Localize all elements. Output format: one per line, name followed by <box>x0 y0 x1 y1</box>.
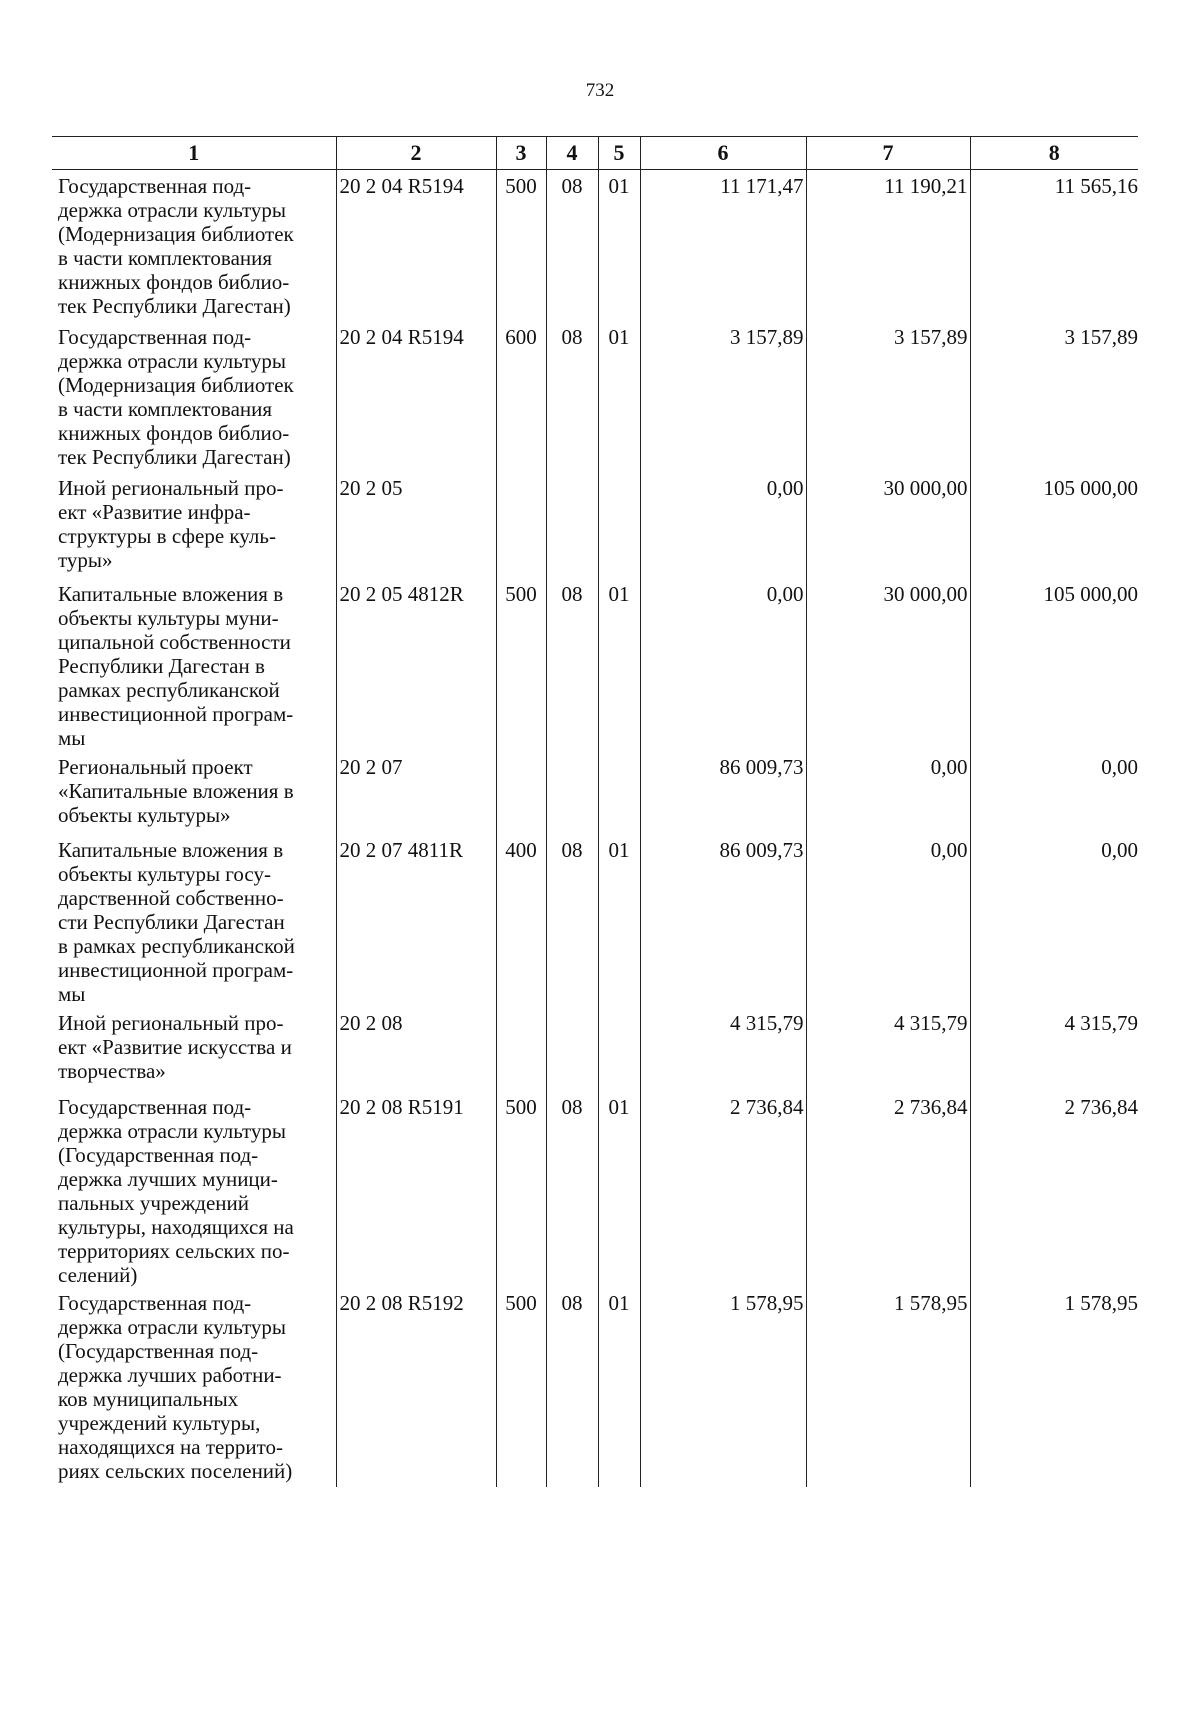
row-col-3 <box>496 1007 546 1091</box>
row-name-line: Государственная под- <box>58 174 252 198</box>
row-name-line: ков муниципальных <box>58 1386 239 1411</box>
header-col-4: 4 <box>546 137 598 170</box>
row-name-line: дарственной собственно- <box>58 885 284 910</box>
row-name-line: культуры, находящихся на <box>58 1214 294 1239</box>
row-col-3: 500 <box>496 170 546 321</box>
row-col-5: 01 <box>598 578 640 751</box>
row-col-5: 01 <box>598 321 640 472</box>
table-header <box>52 137 1138 170</box>
row-name-line: инвестиционной програм- <box>58 957 294 982</box>
row-name <box>52 472 336 578</box>
row-name <box>52 834 336 1007</box>
row-name-line: книжных фондов библио- <box>58 420 290 445</box>
table-row <box>52 578 1138 751</box>
row-name-line: в рамках республиканской <box>58 933 295 958</box>
table-row <box>52 834 1138 1007</box>
row-col-5: 01 <box>598 1287 640 1487</box>
row-name <box>52 1287 336 1487</box>
row-value-6: 1 578,95 <box>640 1287 806 1487</box>
row-name-line: туры» <box>58 547 113 572</box>
budget-table <box>52 136 1138 1487</box>
row-name-line: структуры в сфере куль- <box>58 523 276 548</box>
row-name-line: книжных фондов библио- <box>58 270 290 294</box>
row-col-5: 01 <box>598 170 640 321</box>
row-col-4: 08 <box>546 1091 598 1287</box>
row-value-7: 30 000,00 <box>806 472 970 578</box>
row-code: 20 2 07 <box>336 751 496 834</box>
row-name <box>52 321 336 472</box>
row-col-4: 08 <box>546 578 598 751</box>
table-body <box>52 170 1138 1487</box>
table-row <box>52 1287 1138 1487</box>
row-col-3 <box>496 472 546 578</box>
row-col-3: 500 <box>496 1287 546 1487</box>
row-name-line: риях сельских поселений) <box>58 1458 293 1483</box>
budget-table-container <box>52 136 1138 1487</box>
header-col-3: 3 <box>496 137 546 170</box>
row-value-6: 2 736,84 <box>640 1091 806 1287</box>
row-name-line: ект «Развитие инфра- <box>58 499 251 524</box>
row-col-4 <box>546 751 598 834</box>
row-code: 20 2 04 R5194 <box>336 170 496 321</box>
row-value-7: 4 315,79 <box>806 1007 970 1091</box>
row-col-5 <box>598 751 640 834</box>
row-name-line: «Капитальные вложения в <box>58 778 294 803</box>
row-col-5: 01 <box>598 834 640 1007</box>
row-code: 20 2 08 R5191 <box>336 1091 496 1287</box>
row-name-line: Капитальные вложения в <box>58 837 284 862</box>
row-name-line: сти Республики Дагестан <box>58 909 285 934</box>
row-name-line: держка отрасли культуры <box>58 198 286 222</box>
row-name-line: Иной региональный про- <box>58 1010 284 1035</box>
row-col-4: 08 <box>546 321 598 472</box>
header-col-2: 2 <box>336 137 496 170</box>
row-value-7: 3 157,89 <box>806 321 970 472</box>
page-number: 732 <box>585 80 615 101</box>
row-name-line: объекты культуры госу- <box>58 861 271 886</box>
row-name-line: Государственная под- <box>58 1094 252 1119</box>
row-name-line: держка лучших муници- <box>58 1166 278 1191</box>
row-name-line: держка отрасли культуры <box>58 1118 286 1143</box>
row-name <box>52 1091 336 1287</box>
row-name-line: Государственная под- <box>58 324 252 349</box>
row-col-3: 400 <box>496 834 546 1007</box>
row-name-line: рамках республиканской <box>58 677 280 702</box>
row-name-line: Иной региональный про- <box>58 475 284 500</box>
header-col-7: 7 <box>806 137 970 170</box>
row-value-8: 1 578,95 <box>970 1287 1138 1487</box>
row-col-3: 500 <box>496 1091 546 1287</box>
header-row <box>52 137 1138 170</box>
header-col-5: 5 <box>598 137 640 170</box>
row-col-3 <box>496 751 546 834</box>
row-value-7: 0,00 <box>806 834 970 1007</box>
table-row <box>52 321 1138 472</box>
row-name-line: (Модернизация библиотек <box>58 372 294 397</box>
row-name-line: держка лучших работни- <box>58 1362 282 1387</box>
row-name-line: в части комплектования <box>58 246 273 270</box>
row-col-4: 08 <box>546 170 598 321</box>
row-name-line: ект «Развитие искусства и <box>58 1034 292 1059</box>
row-col-4: 08 <box>546 834 598 1007</box>
row-value-7: 30 000,00 <box>806 578 970 751</box>
row-value-6: 3 157,89 <box>640 321 806 472</box>
row-code: 20 2 05 <box>336 472 496 578</box>
row-value-8: 3 157,89 <box>970 321 1138 472</box>
table-row <box>52 1007 1138 1091</box>
row-col-5: 01 <box>598 1091 640 1287</box>
row-name-line: Капитальные вложения в <box>58 581 284 606</box>
row-value-6: 0,00 <box>640 472 806 578</box>
row-code: 20 2 05 4812R <box>336 578 496 751</box>
row-value-6: 86 009,73 <box>640 834 806 1007</box>
row-name-line: объекты культуры муни- <box>58 605 279 630</box>
row-col-5 <box>598 1007 640 1091</box>
row-value-7: 0,00 <box>806 751 970 834</box>
row-value-8: 11 565,16 <box>970 170 1138 321</box>
row-name-line: держка отрасли культуры <box>58 1314 286 1339</box>
row-name-line: пальных учреждений <box>58 1190 250 1215</box>
row-name-line: творчества» <box>58 1058 166 1083</box>
table-row <box>52 751 1138 834</box>
row-code: 20 2 08 <box>336 1007 496 1091</box>
row-code: 20 2 08 R5192 <box>336 1287 496 1487</box>
row-name-line: Региональный проект <box>58 754 253 779</box>
row-value-8: 4 315,79 <box>970 1007 1138 1091</box>
table-row <box>52 170 1138 321</box>
row-name-line: в части комплектования <box>58 396 273 421</box>
row-name-line: ципальной собственности <box>58 629 291 654</box>
row-code: 20 2 04 R5194 <box>336 321 496 472</box>
row-col-4 <box>546 1007 598 1091</box>
row-name-line: объекты культуры» <box>58 802 231 827</box>
row-col-3: 600 <box>496 321 546 472</box>
row-col-4: 08 <box>546 1287 598 1487</box>
row-name <box>52 1007 336 1091</box>
row-value-7: 2 736,84 <box>806 1091 970 1287</box>
row-col-4 <box>546 472 598 578</box>
row-value-6: 0,00 <box>640 578 806 751</box>
row-col-3: 500 <box>496 578 546 751</box>
row-name-line: учреждений культуры, <box>58 1410 261 1435</box>
row-name-line: территориях сельских по- <box>58 1238 290 1263</box>
header-col-6: 6 <box>640 137 806 170</box>
row-name-line: (Государственная под- <box>58 1142 259 1167</box>
row-name-line: Республики Дагестан в <box>58 653 265 678</box>
row-name-line: мы <box>58 981 86 1006</box>
row-value-7: 1 578,95 <box>806 1287 970 1487</box>
row-name-line: (Государственная под- <box>58 1338 259 1363</box>
row-code: 20 2 07 4811R <box>336 834 496 1007</box>
row-name-line: мы <box>58 725 86 750</box>
row-col-5 <box>598 472 640 578</box>
row-name <box>52 578 336 751</box>
row-value-7: 11 190,21 <box>806 170 970 321</box>
row-name-line: находящихся на террито- <box>58 1434 283 1459</box>
header-col-8: 8 <box>970 137 1138 170</box>
row-name-line: (Модернизация библиотек <box>58 222 294 246</box>
row-name <box>52 170 336 321</box>
row-name-line: селений) <box>58 1262 138 1287</box>
row-name-line: тек Республики Дагестан) <box>58 294 291 318</box>
row-value-8: 0,00 <box>970 751 1138 834</box>
row-name-line: инвестиционной програм- <box>58 701 294 726</box>
row-value-6: 11 171,47 <box>640 170 806 321</box>
row-value-8: 105 000,00 <box>970 578 1138 751</box>
header-col-1: 1 <box>52 137 336 170</box>
row-value-8: 2 736,84 <box>970 1091 1138 1287</box>
row-name-line: тек Республики Дагестан) <box>58 444 291 469</box>
table-row <box>52 472 1138 578</box>
table-row <box>52 1091 1138 1287</box>
row-value-6: 4 315,79 <box>640 1007 806 1091</box>
row-name-line: Государственная под- <box>58 1290 252 1315</box>
row-value-8: 105 000,00 <box>970 472 1138 578</box>
row-value-8: 0,00 <box>970 834 1138 1007</box>
row-name-line: держка отрасли культуры <box>58 348 286 373</box>
row-value-6: 86 009,73 <box>640 751 806 834</box>
row-name <box>52 751 336 834</box>
